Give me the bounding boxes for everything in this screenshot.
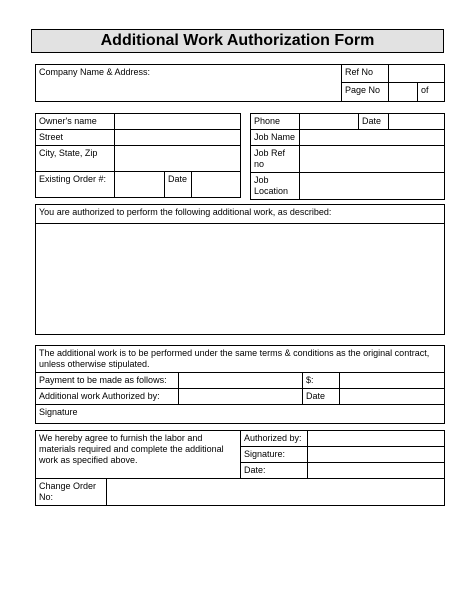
agreement-statement: We hereby agree to furnish the labor and materials required and complete the additional work as specified above. bbox=[36, 431, 241, 479]
street-label: Street bbox=[36, 130, 115, 146]
job-ref-no-field[interactable] bbox=[300, 146, 445, 173]
ref-no-label: Ref No bbox=[342, 65, 389, 83]
form-title: Additional Work Authorization Form bbox=[31, 29, 444, 53]
work-description-label: You are authorized to perform the following additional work, as described: bbox=[36, 205, 445, 224]
city-state-zip-field[interactable] bbox=[115, 146, 241, 172]
page-no-field[interactable] bbox=[389, 83, 418, 102]
signature-field[interactable] bbox=[36, 405, 445, 424]
owners-name-label: Owner's name bbox=[36, 114, 115, 130]
additional-work-authorized-label: Additional work Authorized by: bbox=[36, 389, 179, 405]
phone-label: Phone bbox=[251, 114, 300, 130]
company-name-address-field[interactable] bbox=[36, 65, 342, 102]
job-location-field[interactable] bbox=[300, 173, 445, 200]
authorized-date-field[interactable] bbox=[340, 389, 445, 405]
phone-field[interactable] bbox=[300, 114, 359, 130]
agreement-section bbox=[35, 430, 445, 506]
job-date-label: Date bbox=[359, 114, 389, 130]
agreement-authorized-field[interactable] bbox=[308, 431, 445, 447]
additional-work-authorized-field[interactable] bbox=[179, 389, 303, 405]
owner-section bbox=[35, 113, 241, 198]
job-section bbox=[250, 113, 445, 200]
work-description-field[interactable] bbox=[36, 224, 445, 335]
agreement-date-label: Date: bbox=[241, 463, 308, 479]
existing-order-label: Existing Order #: bbox=[36, 172, 115, 198]
terms-section bbox=[35, 345, 445, 424]
agreement-signature-label: Signature: bbox=[241, 447, 308, 463]
company-name-address-label: Company Name & Address: bbox=[39, 67, 151, 77]
work-description-section bbox=[35, 204, 445, 335]
of-text: of bbox=[421, 85, 429, 95]
change-order-no-field[interactable] bbox=[107, 479, 445, 506]
payment-label: Payment to be made as follows: bbox=[36, 373, 179, 389]
amount-label: $: bbox=[303, 373, 340, 389]
city-state-zip-label: City, State, Zip bbox=[36, 146, 115, 172]
job-location-label: Job Location bbox=[251, 173, 300, 200]
signature-label: Signature bbox=[39, 407, 78, 417]
payment-field[interactable] bbox=[179, 373, 303, 389]
order-date-label: Date bbox=[165, 172, 192, 198]
change-order-no-label: Change Order No: bbox=[36, 479, 107, 506]
job-ref-no-label: Job Ref no bbox=[251, 146, 300, 173]
job-name-field[interactable] bbox=[300, 130, 445, 146]
authorized-date-label: Date bbox=[303, 389, 340, 405]
job-name-label: Job Name bbox=[251, 130, 300, 146]
agreement-authorized-label: Authorized by: bbox=[241, 431, 308, 447]
terms-statement: The additional work is to be performed under the same terms & conditions as the original contract, unless otherwise stipulated. bbox=[36, 346, 445, 373]
existing-order-field[interactable] bbox=[115, 172, 165, 198]
page-no-label: Page No bbox=[342, 83, 389, 102]
agreement-signature-field[interactable] bbox=[308, 447, 445, 463]
agreement-date-field[interactable] bbox=[308, 463, 445, 479]
ref-no-field[interactable] bbox=[389, 65, 445, 83]
of-label bbox=[418, 83, 445, 102]
job-date-field[interactable] bbox=[389, 114, 445, 130]
street-field[interactable] bbox=[115, 130, 241, 146]
order-date-field[interactable] bbox=[192, 172, 241, 198]
owners-name-field[interactable] bbox=[115, 114, 241, 130]
company-section bbox=[35, 64, 445, 102]
amount-field[interactable] bbox=[340, 373, 445, 389]
